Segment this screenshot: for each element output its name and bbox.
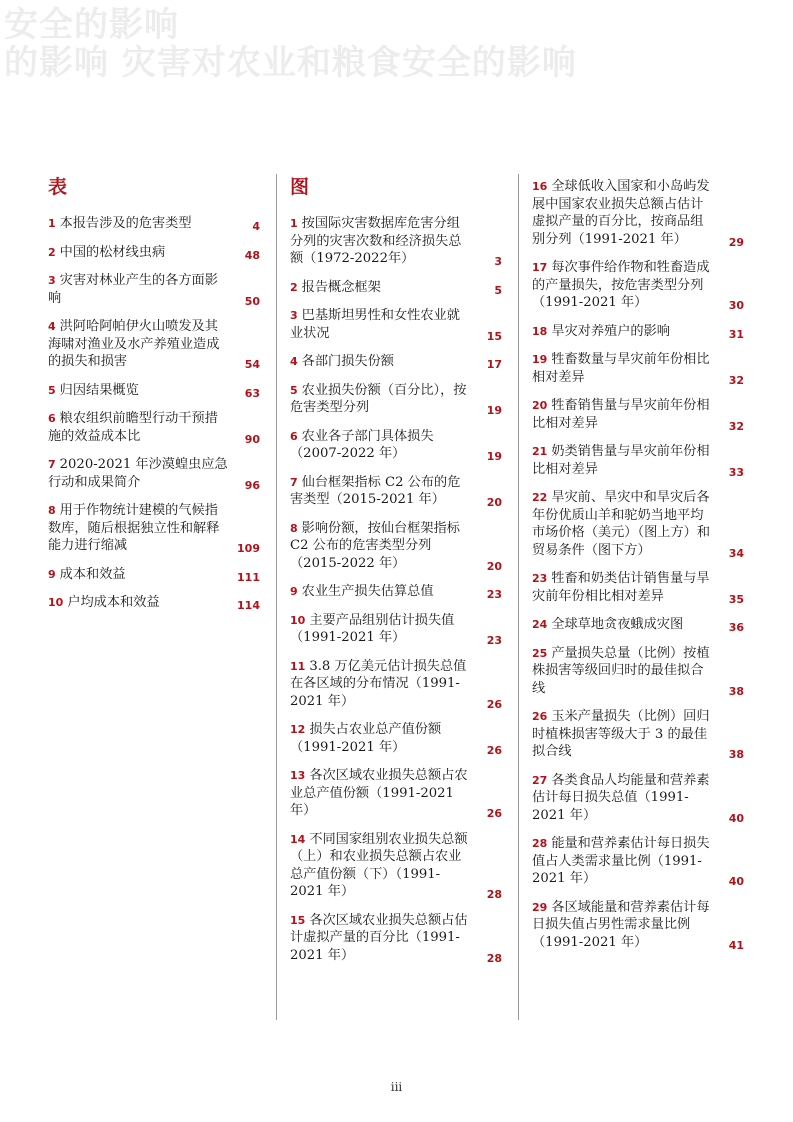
toc-entry[interactable] xyxy=(532,616,744,634)
page-number: iii xyxy=(390,1080,403,1094)
entry-page-number: 5 xyxy=(494,283,502,297)
entry-page-number: 40 xyxy=(728,875,744,888)
entry-title: 灾害对林业产生的各方面影响 xyxy=(48,273,218,306)
entry-number: 18 xyxy=(532,324,548,338)
entry-page-number: 3 xyxy=(494,255,502,268)
toc-entry[interactable] xyxy=(532,351,744,386)
entry-page-number: 35 xyxy=(728,592,744,606)
entry-title: 仙台框架指标 C2 公布的危害类型（2015-2021 年） xyxy=(290,474,461,507)
entry-page-number: 28 xyxy=(486,888,502,901)
entry-title: 报告概念框架 xyxy=(301,279,381,295)
entry-title: 2020-2021 年沙漠蝗虫应急行动和成果简介 xyxy=(48,457,228,490)
entry-page-number: 41 xyxy=(728,938,744,952)
entry-title: 损失占农业总产值份额（1991-2021 年） xyxy=(290,722,442,755)
entry-page-number: 23 xyxy=(486,634,502,647)
toc-entry[interactable] xyxy=(532,259,744,312)
entry-number: 12 xyxy=(290,723,306,736)
entry-page-number: 38 xyxy=(728,748,744,761)
toc-entry[interactable] xyxy=(290,428,502,463)
entry-title: 主要产品组别估计损失值（1991-2021 年） xyxy=(290,612,455,645)
entry-title: 牲畜销售量与旱灾前年份相比相对差异 xyxy=(532,398,710,431)
entry-number: 27 xyxy=(532,773,548,787)
entry-number: 2 xyxy=(48,245,56,259)
entry-page-number: 20 xyxy=(486,559,502,573)
entry-number: 9 xyxy=(290,585,298,598)
entry-number: 7 xyxy=(290,475,298,489)
entry-title: 影响份额，按仙台框架指标 C2 公布的危害类型分列（2015-2022 年） xyxy=(290,520,460,571)
toc-entry[interactable] xyxy=(290,279,502,297)
toc-entry[interactable] xyxy=(532,323,744,341)
entry-page-number: 26 xyxy=(486,807,502,820)
entry-title: 牲畜数量与旱灾前年份相比相对差异 xyxy=(532,352,710,385)
entry-number: 10 xyxy=(290,613,306,627)
entry-page-number: 111 xyxy=(237,570,260,584)
entry-title: 农业损失份额（百分比），按危害类型分列 xyxy=(290,382,467,415)
entry-number: 22 xyxy=(532,491,548,504)
entry-number: 29 xyxy=(532,900,548,914)
entry-page-number: 32 xyxy=(728,373,744,387)
entry-number: 6 xyxy=(290,429,298,443)
toc-entry[interactable] xyxy=(290,612,502,647)
entry-page-number: 40 xyxy=(728,811,744,825)
toc-entry[interactable] xyxy=(532,772,744,825)
figures-column-1 xyxy=(290,172,502,975)
entry-title: 旱灾对养殖户的影响 xyxy=(551,323,670,339)
entry-page-number: 48 xyxy=(244,248,260,262)
entry-page-number: 114 xyxy=(237,599,260,612)
toc-entry[interactable] xyxy=(532,178,744,248)
entry-page-number: 20 xyxy=(486,496,502,509)
entry-number: 20 xyxy=(532,399,548,412)
entry-page-number: 23 xyxy=(486,588,502,601)
entry-page-number: 33 xyxy=(728,465,744,479)
entry-number: 5 xyxy=(48,383,56,397)
entry-page-number: 34 xyxy=(728,546,744,560)
entry-number: 9 xyxy=(48,567,56,581)
entry-title: 能量和营养素估计每日损失值占人类需求量比例（1991-2021 年） xyxy=(532,836,710,886)
entry-title: 奶类销售量与旱灾前年份相比相对差异 xyxy=(532,444,710,477)
toc-entry[interactable] xyxy=(290,912,502,965)
toc-entry[interactable] xyxy=(290,353,502,371)
entry-number: 14 xyxy=(290,832,306,846)
entry-number: 2 xyxy=(290,280,298,294)
entry-page-number: 17 xyxy=(486,358,502,371)
tables-column xyxy=(48,172,260,623)
entry-page-number: 30 xyxy=(728,299,744,312)
toc-entry[interactable] xyxy=(290,215,502,268)
figures-column-2 xyxy=(532,172,744,962)
toc-entry[interactable] xyxy=(48,566,260,584)
column-divider-2 xyxy=(518,174,519,1020)
entry-number: 3 xyxy=(290,309,298,322)
entry-title: 玉米产量损失（比例）回归时植株损害等级大于 3 的最佳拟合线 xyxy=(532,709,710,759)
entry-page-number: 29 xyxy=(728,235,744,249)
entry-number: 8 xyxy=(290,521,298,535)
figures-heading: 图 xyxy=(290,176,310,198)
entry-title: 巴基斯坦男性和女性农业就业状况 xyxy=(290,308,460,341)
entry-number: 25 xyxy=(532,646,548,660)
entry-title: 各部门损失份额 xyxy=(301,354,394,369)
entry-number: 24 xyxy=(532,618,548,631)
entry-title: 各区域能量和营养素估计每日损失值占男性需求量比例（1991-2021 年） xyxy=(532,899,710,950)
entry-number: 5 xyxy=(290,383,298,397)
toc-entry[interactable] xyxy=(48,272,260,307)
entry-title: 全球低收入国家和小岛屿发展中国家农业损失总额占估计虚拟产量的百分比，按商品组别分列（1991-2021 年） xyxy=(532,179,710,247)
toc-entry[interactable] xyxy=(290,382,502,417)
toc-entry[interactable] xyxy=(48,382,260,400)
entry-number: 11 xyxy=(290,659,306,673)
toc-entry[interactable] xyxy=(290,721,502,756)
entry-page-number: 19 xyxy=(486,450,502,463)
watermark-line-1: 安全的影响 xyxy=(4,5,179,45)
entry-number: 8 xyxy=(48,504,56,517)
entry-number: 1 xyxy=(48,217,56,230)
entry-page-number: 96 xyxy=(244,478,260,492)
entry-title: 旱灾前、旱灾中和旱灾后各年份优质山羊和驼奶当地平均市场价格（美元）（图上方）和贸易条件（图下方） xyxy=(532,490,711,558)
entry-number: 19 xyxy=(532,353,548,366)
toc-entry[interactable] xyxy=(532,645,744,698)
entry-title: 牲畜和奶类估计销售量与旱灾前年份相比相对差异 xyxy=(532,571,710,604)
entry-number: 1 xyxy=(290,217,298,230)
toc-entry[interactable] xyxy=(48,318,260,371)
entry-number: 17 xyxy=(532,261,548,274)
toc-entry[interactable] xyxy=(532,708,744,761)
entry-number: 10 xyxy=(48,596,64,609)
entry-page-number: 38 xyxy=(728,684,744,698)
entry-title: 产量损失总量（比例）按植株损害等级回归时的最佳拟合线 xyxy=(532,645,710,696)
figures-list-part-1 xyxy=(290,215,502,964)
entry-number: 3 xyxy=(48,274,56,287)
entry-title: 全球草地贪夜蛾成灾图 xyxy=(551,617,684,632)
toc-entry[interactable] xyxy=(290,767,502,820)
entry-number: 4 xyxy=(290,355,298,368)
entry-number: 7 xyxy=(48,458,56,471)
column-divider-1 xyxy=(276,174,277,1020)
entry-title: 各次区域农业损失总额占农业总产值份额（1991-2021 年） xyxy=(290,768,468,818)
entry-page-number: 63 xyxy=(244,386,260,400)
entry-page-number: 109 xyxy=(237,542,260,555)
toc-entry[interactable] xyxy=(532,570,744,605)
entry-title: 成本和效益 xyxy=(59,566,126,582)
toc-entry[interactable] xyxy=(290,307,502,342)
watermark-line-2: 的影响 灾害对农业和粮食安全的影响 xyxy=(4,43,577,83)
entry-page-number: 90 xyxy=(244,432,260,446)
toc-entry[interactable] xyxy=(48,215,260,233)
entry-page-number: 19 xyxy=(486,404,502,417)
entry-page-number: 15 xyxy=(486,329,502,343)
toc-entry[interactable] xyxy=(48,244,260,262)
entry-number: 16 xyxy=(532,180,548,193)
entry-number: 6 xyxy=(48,412,56,425)
entry-title: 各次区域农业损失总额占估计虚拟产量的百分比（1991-2021 年） xyxy=(290,912,468,963)
entry-page-number: 32 xyxy=(728,419,744,433)
entry-title: 用于作物统计建模的气候指数库，随后根据独立性和解释能力进行缩减 xyxy=(48,503,220,553)
tables-list xyxy=(48,215,260,612)
entry-number: 4 xyxy=(48,320,56,333)
entry-title: 农业各子部门具体损失（2007-2022 年） xyxy=(290,428,434,461)
toc-entry[interactable] xyxy=(48,456,260,491)
entry-page-number: 50 xyxy=(244,294,260,308)
entry-number: 21 xyxy=(532,445,548,458)
entry-title: 每次事件给作物和牲畜造成的产量损失，按危害类型分列（1991-2021 年） xyxy=(532,260,710,310)
entry-page-number: 31 xyxy=(728,327,744,341)
entry-number: 26 xyxy=(532,710,548,723)
entry-page-number: 4 xyxy=(252,220,260,233)
toc-entry[interactable] xyxy=(532,443,744,478)
toc-entry[interactable] xyxy=(290,831,502,901)
entry-title: 本报告涉及的危害类型 xyxy=(59,216,192,231)
toc-entry[interactable] xyxy=(290,474,502,509)
toc-entry[interactable] xyxy=(532,899,744,952)
entry-title: 不同国家组别农业损失总额（上）和农业损失总额占农业总产值份额（下）（1991-2021 年） xyxy=(290,831,468,899)
toc-entry[interactable] xyxy=(290,658,502,711)
toc-entry[interactable] xyxy=(48,594,260,612)
toc-entry[interactable] xyxy=(48,502,260,555)
entry-number: 15 xyxy=(290,913,306,927)
entry-title: 洪阿哈阿帕伊火山喷发及其海啸对渔业及水产养殖业造成的损失和损害 xyxy=(48,319,220,369)
figures-list-part-2 xyxy=(532,178,744,951)
toc-entry[interactable] xyxy=(532,835,744,888)
entry-page-number: 28 xyxy=(486,951,502,965)
entry-title: 中国的松材线虫病 xyxy=(59,244,166,260)
entry-title: 按国际灾害数据库危害分组分列的灾害次数和经济损失总额（1972-2022年） xyxy=(290,216,462,266)
entry-number: 23 xyxy=(532,572,548,585)
entry-title: 粮农组织前瞻型行动干预措施的效益成本比 xyxy=(48,411,218,444)
entry-title: 3.8 万亿美元估计损失总值在各区域的分布情况（1991-2021 年） xyxy=(290,658,467,709)
toc-entry[interactable] xyxy=(532,489,744,559)
entry-page-number: 36 xyxy=(728,621,744,634)
toc-entry[interactable] xyxy=(48,410,260,445)
entry-page-number: 54 xyxy=(244,358,260,371)
entry-number: 28 xyxy=(532,837,548,850)
entry-title: 农业生产损失估算总值 xyxy=(301,584,434,599)
toc-entry[interactable] xyxy=(290,583,502,601)
entry-title: 各类食品人均能量和营养素估计每日损失总值（1991-2021 年） xyxy=(532,772,710,823)
entry-page-number: 26 xyxy=(486,697,502,711)
entry-title: 归因结果概览 xyxy=(59,382,139,398)
tables-heading: 表 xyxy=(48,176,68,198)
toc-entry[interactable] xyxy=(532,397,744,432)
entry-title: 户均成本和效益 xyxy=(67,595,160,610)
toc-entry[interactable] xyxy=(290,520,502,573)
entry-number: 13 xyxy=(290,769,306,782)
entry-page-number: 26 xyxy=(486,743,502,757)
